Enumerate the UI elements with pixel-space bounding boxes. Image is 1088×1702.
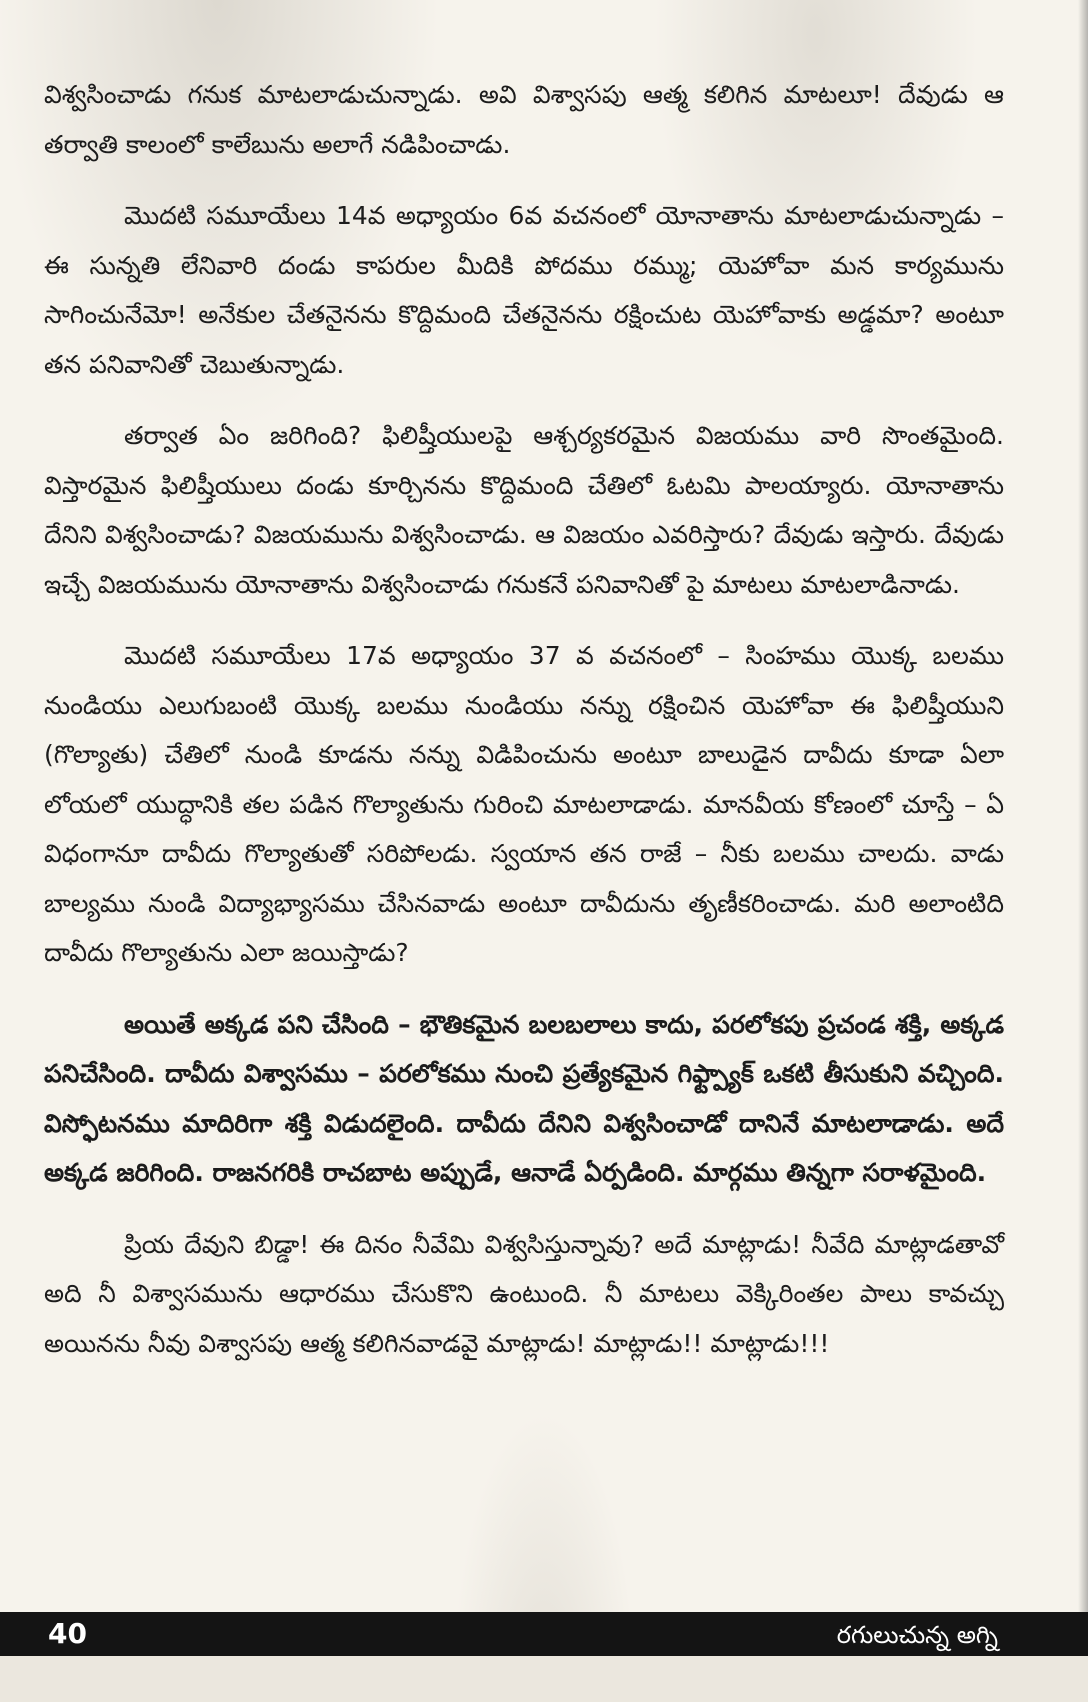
page-edge-shadow — [1078, 0, 1088, 1702]
paragraph-1: విశ్వసించాడు గనుక మాటలాడుచున్నాడు. అవి విశ్వాసపు ఆత్మ కలిగిన మాటలూ! దేవుడు ఆ తర్వాతి కాలంలో కాలేబును అలాగే నడిపించాడు. — [44, 80, 1004, 159]
footer-bar — [0, 1612, 1088, 1656]
paragraph-3: తర్వాత ఏం జరిగింది? ఫిలిష్తీయులపై ఆశ్చర్యకరమైన విజయము వారి సొంతమైంది. విస్తారమైన ఫిలిష్తీయులు దండు కూర్చినను కొద్దిమంది చేతిలో ఓటమి పాలయ్యారు. యోనాతాను దేనిని విశ్వసించాడు? విజయమును విశ్వసించాడు. ఆ విజయం ఎవరిస్తారు? దేవుడు ఇస్తారు. దేవుడు ఇచ్చే విజయమును యోనాతాను విశ్వసించాడు గనుకనే పనివానితో పై మాటలు మాటలాడినాడు. — [44, 421, 1004, 599]
page-bottom-margin — [0, 1656, 1088, 1702]
paragraph-5-bold: అయితే అక్కడ పని చేసింది – భౌతికమైన బలబలాలు కాదు, పరలోకపు ప్రచండ శక్తి, అక్కడ పనిచేసింది. దావీదు విశ్వాసము – పరలోకము నుంచి ప్రత్యేకమైన గిఫ్ట్ప్యాక్ ఒకటి తీసుకుని వచ్చింది. విస్ఫోటనము మాదిరిగా శక్తి విడుదలైంది. దావీదు దేనిని విశ్వసించాడో దానినే మాటలాడాడు. అదే అక్కడ జరిగింది. రాజనగరికి రాచబాట అప్పుడే, ఆనాడే ఏర్పడింది. మార్గము తిన్నగా సరాళమైంది. — [44, 1009, 1004, 1187]
page-number: 40 — [48, 1617, 87, 1650]
paragraph-4: మొదటి సమూయేలు 17వ అధ్యాయం 37 వ వచనంలో – సింహము యొక్క బలము నుండియు ఎలుగుబంటి యొక్క బలము నుండియు నన్ను రక్షించిన యెహోవా ఈ ఫిలిష్తీయుని (గొల్యాతు) చేతిలో నుండి కూడను నన్ను విడిపించును అంటూ బాలుడైన దావీదు కూడా ఏలా లోయలో యుద్ధానికి తల పడిన గొల్యాతును గురించి మాటలాడాడు. మానవీయ కోణంలో చూస్తే – ఏ విధంగానూ దావీదు గొల్యాతుతో సరిపోలడు. స్వయాన తన రాజే – నీకు బలము చాలదు. వాడు బాల్యము నుండి విద్యాభ్యాసము చేసినవాడు అంటూ దావీదును తృణీకరించాడు. మరి అలాంటిది దావీదు గొల్యాతును ఎలా జయిస్తాడు? — [44, 641, 1004, 967]
paragraph-6: ప్రియ దేవుని బిడ్డా! ఈ దినం నీవేమి విశ్వసిస్తున్నావు? అదే మాట్లాడు! నీవేది మాట్లాడతావో అది నీ విశ్వాసమును ఆధారము చేసుకొని ఉంటుంది. నీ మాటలు వెక్కిరింతల పాలు కావచ్చు అయినను నీవు విశ్వాసపు ఆత్మ కలిగినవాడవై మాట్లాడు! మాట్లాడు!! మాట్లాడు!!! — [44, 1229, 1004, 1358]
paragraph-2: మొదటి సమూయేలు 14వ అధ్యాయం 6వ వచనంలో యోనాతాను మాటలాడుచున్నాడు – ఈ సున్నతి లేనివారి దండు కాపరుల మీదికి పోదము రమ్ము; యెహోవా మన కార్యమును సాగించునేమో! అనేకుల చేతనైనను కొద్దిమంది చేతనైనను రక్షించుట యెహోవాకు అడ్డమా? అంటూ తన పనివానితో చెబుతున్నాడు. — [44, 201, 1004, 379]
book-title: రగులుచున్న అగ్ని — [836, 1621, 998, 1649]
page-body — [44, 70, 1004, 1390]
